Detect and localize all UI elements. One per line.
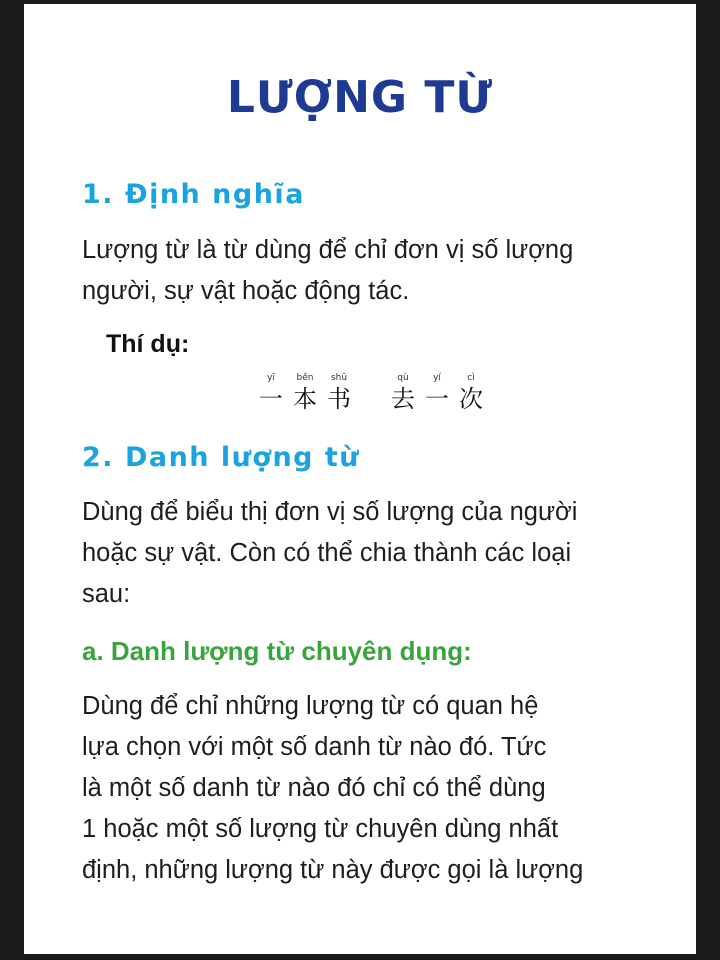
text-line: sau: — [82, 580, 131, 608]
section-1-definition — [82, 230, 638, 312]
pinyin: shū — [330, 373, 348, 383]
pinyin: běn — [296, 373, 314, 383]
hanzi-with-pinyin — [388, 372, 418, 418]
text-line: 1 hoặc một số lượng từ chuyên dùng nhất — [82, 815, 559, 843]
hanzi: 去 — [391, 385, 415, 413]
hanzi-with-pinyin — [456, 372, 486, 418]
page-title: LƯỢNG TỪ — [226, 72, 494, 123]
text-line: là một số danh từ nào đó chỉ có thể dùng — [82, 774, 546, 802]
section-1-heading: 1. Định nghĩa — [82, 179, 305, 210]
example-phrase-1 — [256, 372, 354, 418]
hanzi-with-pinyin — [324, 372, 354, 418]
hanzi-with-pinyin — [256, 372, 286, 418]
example-label: Thí dụ: — [106, 330, 190, 358]
pinyin: cì — [467, 373, 475, 383]
text-line: định, những lượng từ này được gọi là lượng — [82, 856, 584, 884]
hanzi-with-pinyin — [290, 372, 320, 418]
pinyin: yī — [267, 373, 275, 383]
example-phrase-2 — [388, 372, 486, 418]
chinese-examples — [256, 372, 486, 418]
pinyin: yí — [433, 373, 441, 383]
hanzi: 书 — [327, 385, 351, 413]
text-line: người, sự vật hoặc động tác. — [82, 277, 410, 305]
text-line: Lượng từ là từ dùng để chỉ đơn vị số lượng — [82, 236, 574, 264]
text-line: Dùng để chỉ những lượng từ có quan hệ — [82, 692, 539, 720]
section-2-heading: 2. Danh lượng từ — [82, 442, 361, 473]
hanzi: 一 — [259, 385, 283, 413]
hanzi: 本 — [293, 385, 317, 413]
subsection-a-description — [82, 686, 638, 891]
text-line: hoặc sự vật. Còn có thể chia thành các loại — [82, 539, 572, 567]
text-line: Dùng để biểu thị đơn vị số lượng của người — [82, 498, 578, 526]
book-page — [24, 4, 696, 954]
hanzi: 次 — [459, 385, 483, 413]
subsection-a-heading: a. Danh lượng từ chuyên dụng: — [82, 636, 472, 666]
hanzi-with-pinyin — [422, 372, 452, 418]
hanzi: 一 — [425, 385, 449, 413]
pinyin: qù — [397, 373, 409, 383]
text-line: lựa chọn với một số danh từ nào đó. Tức — [82, 733, 547, 761]
section-2-description — [82, 492, 638, 615]
